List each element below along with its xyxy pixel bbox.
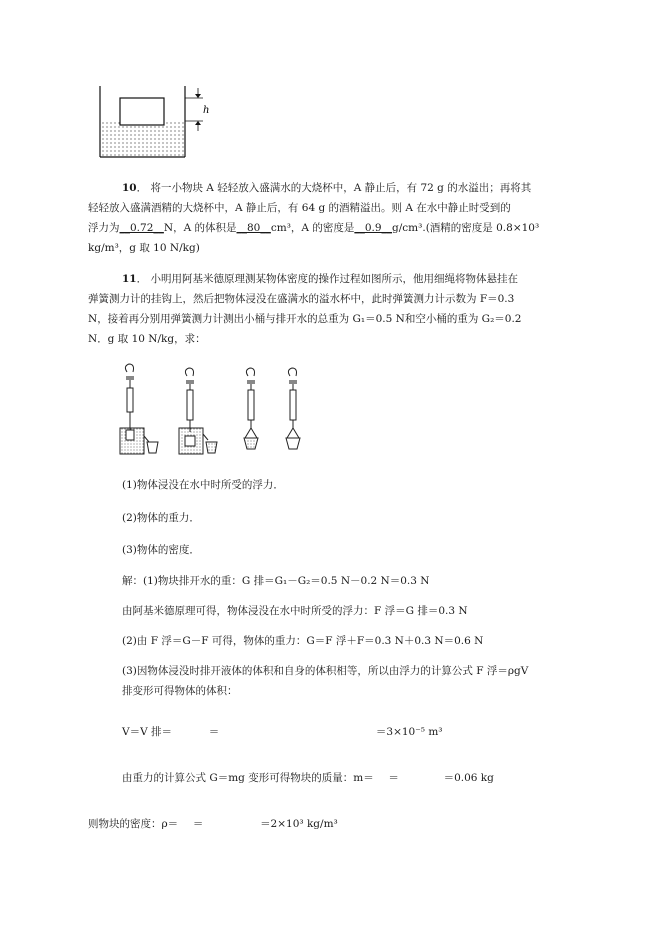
mass-formula: 由重力的计算公式 G＝mg 变形可得物块的质量：m＝ ＝ ＝0.06 kg	[122, 772, 494, 784]
q10-line4: kg/m³，g 取 10 N/kg)	[88, 242, 200, 254]
setup-3	[244, 368, 258, 449]
q10-line1: 10． 将一小物块 A 轻轻放入盛满水的大烧杯中，A 静止后，有 72 g 的水溢出；再将其	[122, 182, 532, 194]
q11-text-1: 小明用阿基米德原理测某物体密度的操作过程如图所示，他用细绳将物体悬挂在	[150, 273, 518, 285]
q11-line1: 11． 小明用阿基米德原理测某物体密度的操作过程如图所示，他用细绳将物体悬挂在	[122, 273, 518, 285]
q11-line2: 弹簧测力计的挂钩上，然后把物体浸没在盛满水的溢水杯中，此时弹簧测力计示数为 F＝0.3	[88, 293, 515, 305]
solution-step-3: (2)由 F 浮＝G－F 可得，物体的重力：G＝F 浮＋F＝0.3 N＋0.3 N＝0.6 N	[122, 635, 484, 647]
solution-step-2: 由阿基米德原理可得，物体浸没在水中时所受的浮力：F 浮＝G 排＝0.3 N	[122, 605, 468, 617]
q10-line2: 轻轻放入盛满酒精的大烧杯中，A 静止后，有 64 g 的酒精溢出。则 A 在水中静止时受到的	[88, 202, 511, 214]
answer-volume: __80__	[236, 222, 271, 234]
density-formula: 则物块的密度：ρ＝ ＝ ＝2×10³ kg/m³	[88, 818, 338, 830]
answer-buoyancy: __0.72__	[119, 222, 164, 234]
q11-line3: N，接着再分别用弹簧测力计测出小桶与排开水的总重为 G₁＝0.5 N和空小桶的重为 G₂＝0.2	[88, 313, 522, 325]
q10-number: 10	[122, 182, 137, 194]
solution-step-4a: (3)因物体浸没时排开液体的体积和自身的体积相等，所以由浮力的计算公式 F 浮＝ρgV	[122, 665, 529, 677]
setup-2	[179, 368, 217, 454]
q10-text-1: 将一小物块 A 轻轻放入盛满水的大烧杯中，A 静止后，有 72 g 的水溢出；再将其	[150, 182, 532, 194]
answer-density: __0.9__	[354, 222, 393, 234]
solution-step-1: 解：(1)物块排开水的重：G 排＝G₁－G₂＝0.5 N－0.2 N＝0.3 N	[122, 575, 430, 587]
floating-block-figure	[90, 86, 220, 162]
spring-scale-figure	[115, 362, 315, 462]
volume-formula: V＝V 排＝ ＝ ＝3×10⁻⁵ m³	[122, 726, 443, 738]
setup-1	[120, 364, 158, 454]
q11-line4: N．g 取 10 N/kg，求：	[88, 333, 206, 345]
question-2: (2)物体的重力．	[122, 512, 200, 524]
setup-4	[286, 368, 300, 449]
q10-line3: 浮力为__0.72__N，A 的体积是__80__cm³，A 的密度是__0.9__g/cm³.(酒精的密度是 0.8×10³	[88, 222, 540, 234]
question-1: (1)物体浸没在水中时所受的浮力．	[122, 479, 284, 491]
question-3: (3)物体的密度．	[122, 544, 200, 556]
q11-number: 11	[122, 273, 137, 285]
solution-step-4b: 排变形可得物体的体积：	[122, 685, 238, 697]
height-label: h	[203, 105, 210, 116]
